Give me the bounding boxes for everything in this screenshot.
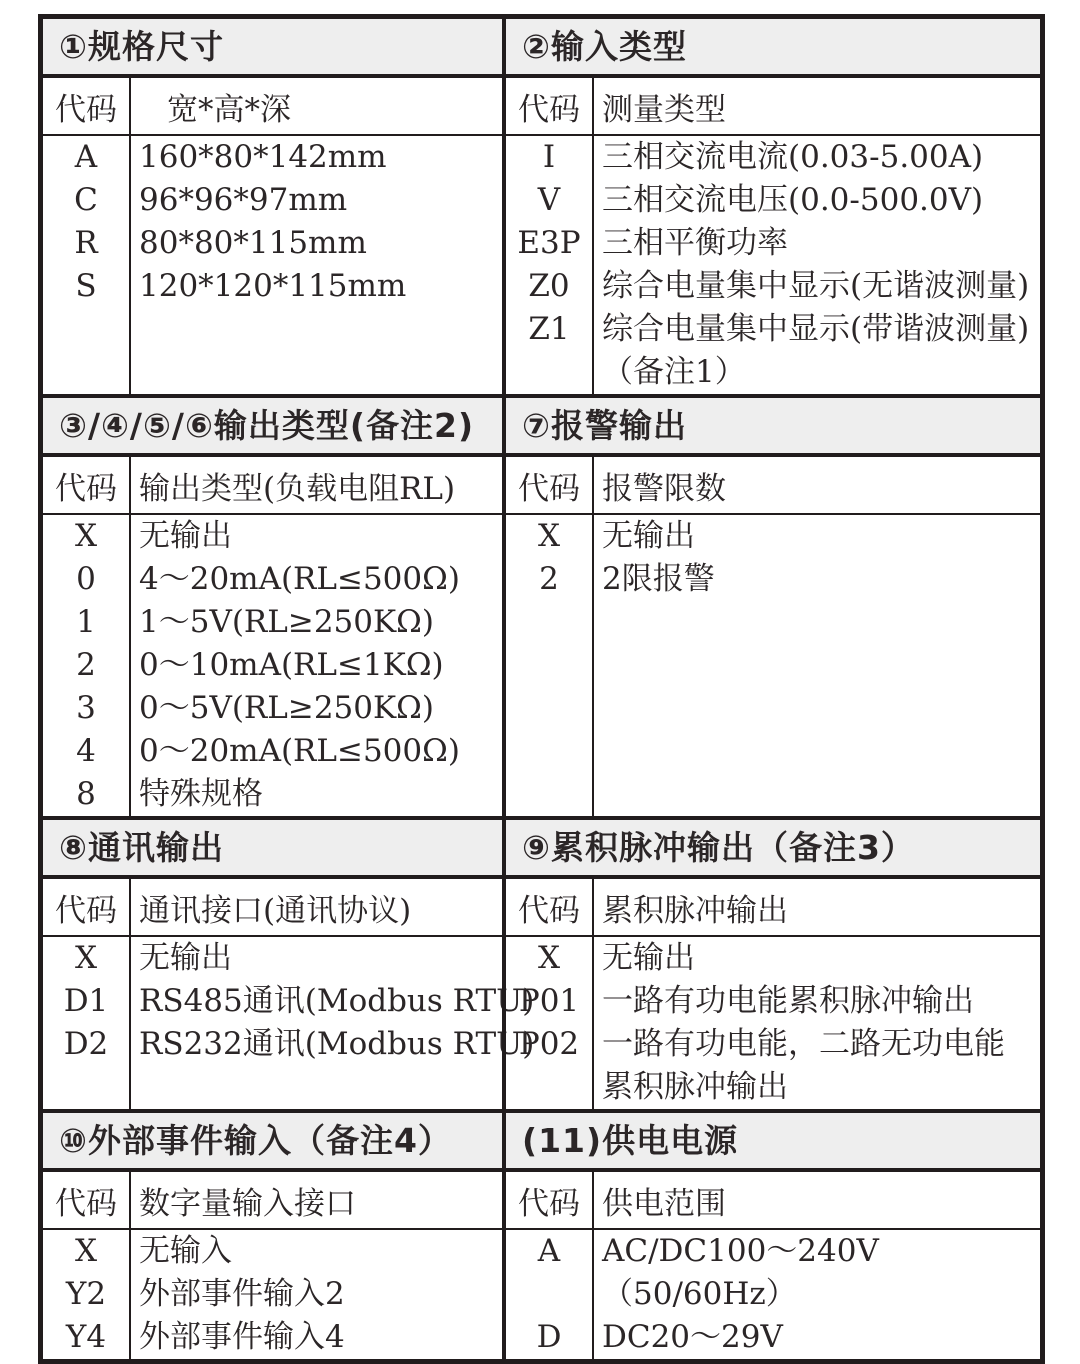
desc-column-header: 供电范围 bbox=[602, 1186, 726, 1222]
desc-cell: 一路有功电能累积脉冲输出 bbox=[602, 983, 974, 1019]
code-cell: X bbox=[74, 1233, 98, 1269]
desc-cell: 80*80*115mm bbox=[139, 225, 367, 261]
code-cell bbox=[506, 1066, 592, 1109]
desc-cell: RS485通讯(Modbus RTU) bbox=[139, 983, 535, 1019]
code-column bbox=[506, 515, 594, 816]
desc-column-header: 输出类型(负载电阻RL) bbox=[139, 471, 456, 507]
code-cell bbox=[506, 1273, 592, 1316]
code-column-header: 代码 bbox=[506, 879, 594, 935]
desc-cell: 无输出 bbox=[602, 518, 695, 554]
code-cell: D2 bbox=[63, 1026, 109, 1062]
desc-cell: RS232通讯(Modbus RTU) bbox=[139, 1026, 535, 1062]
code-column bbox=[506, 937, 594, 1109]
desc-cell: 无输出 bbox=[602, 940, 695, 976]
desc-column bbox=[131, 136, 502, 394]
section-external-event-input bbox=[43, 1113, 502, 1359]
section-pulse-output-title: ⑨累积脉冲输出（备注3） bbox=[506, 820, 1040, 879]
code-cell: X bbox=[74, 518, 98, 554]
code-cell: 4 bbox=[76, 733, 96, 769]
desc-column-header: 宽*高*深 bbox=[167, 92, 291, 128]
desc-cell: 2限报警 bbox=[602, 561, 715, 597]
code-column bbox=[43, 937, 131, 1109]
desc-cell: （50/60Hz） bbox=[602, 1276, 797, 1312]
section-power-supply-title: (11)供电电源 bbox=[506, 1113, 1040, 1172]
band-2 bbox=[43, 394, 1040, 816]
section-output-type bbox=[43, 398, 502, 816]
desc-column-header: 通讯接口(通讯协议) bbox=[139, 893, 412, 929]
desc-cell: 外部事件输入4 bbox=[139, 1319, 345, 1355]
desc-column bbox=[594, 136, 1040, 394]
desc-cell: 综合电量集中显示(无谐波测量) bbox=[602, 268, 1030, 304]
code-cell: E3P bbox=[517, 225, 581, 261]
code-cell: Z1 bbox=[528, 311, 570, 347]
desc-column bbox=[131, 1230, 502, 1359]
section-dimensions-title: ①规格尺寸 bbox=[43, 19, 502, 78]
code-cell: 0 bbox=[76, 561, 96, 597]
code-column bbox=[43, 136, 131, 394]
desc-column bbox=[131, 937, 534, 1109]
desc-column bbox=[131, 515, 502, 816]
code-cell: X bbox=[537, 940, 561, 976]
section-body bbox=[506, 515, 1040, 816]
code-cell: V bbox=[537, 182, 561, 218]
code-column-header: 代码 bbox=[506, 1172, 594, 1228]
code-column bbox=[506, 136, 594, 394]
code-cell: A bbox=[537, 1233, 561, 1269]
section-pulse-output bbox=[502, 820, 1040, 1109]
band-1 bbox=[43, 19, 1040, 394]
column-header-row bbox=[506, 78, 1040, 136]
desc-cell: 0～10mA(RL≤1KΩ) bbox=[139, 647, 444, 683]
code-cell: Y4 bbox=[65, 1319, 107, 1355]
code-cell: 2 bbox=[539, 561, 559, 597]
code-cell: 1 bbox=[76, 604, 96, 640]
desc-cell: DC20～29V bbox=[602, 1319, 783, 1355]
code-cell: I bbox=[542, 139, 556, 175]
desc-column-header: 累积脉冲输出 bbox=[602, 893, 788, 929]
code-column bbox=[43, 515, 131, 816]
code-column-header: 代码 bbox=[43, 879, 131, 935]
column-header-row bbox=[43, 879, 502, 937]
code-cell: 3 bbox=[76, 690, 96, 726]
section-body bbox=[506, 136, 1040, 394]
column-header-row bbox=[506, 457, 1040, 515]
code-cell: C bbox=[74, 182, 98, 218]
desc-cell: 特殊规格 bbox=[139, 776, 263, 812]
code-cell: P01 bbox=[518, 983, 580, 1019]
section-alarm-output-title: ⑦报警输出 bbox=[506, 398, 1040, 457]
desc-cell: 96*96*97mm bbox=[139, 182, 348, 218]
desc-cell: 0～20mA(RL≤500Ω) bbox=[139, 733, 460, 769]
section-alarm-output bbox=[502, 398, 1040, 816]
desc-cell: 1～5V(RL≥250KΩ) bbox=[139, 604, 434, 640]
desc-cell: 累积脉冲输出 bbox=[602, 1069, 788, 1105]
desc-cell: 无输出 bbox=[139, 518, 232, 554]
section-input-type-title: ②输入类型 bbox=[506, 19, 1040, 78]
section-dimensions bbox=[43, 19, 502, 394]
code-column bbox=[506, 1230, 594, 1359]
code-cell: X bbox=[537, 518, 561, 554]
section-body bbox=[506, 937, 1040, 1109]
code-cell: X bbox=[74, 940, 98, 976]
desc-cell: 三相平衡功率 bbox=[602, 225, 788, 261]
section-comm-output-title: ⑧通讯输出 bbox=[43, 820, 502, 879]
code-cell: D1 bbox=[63, 983, 109, 1019]
desc-cell: 120*120*115mm bbox=[139, 268, 407, 304]
section-power-supply bbox=[502, 1113, 1040, 1359]
desc-cell: 160*80*142mm bbox=[139, 139, 387, 175]
desc-column bbox=[594, 515, 1040, 816]
desc-cell: （备注1） bbox=[602, 354, 746, 390]
code-column bbox=[43, 1230, 131, 1359]
desc-cell: 4～20mA(RL≤500Ω) bbox=[139, 561, 460, 597]
desc-cell: 外部事件输入2 bbox=[139, 1276, 345, 1312]
section-body bbox=[43, 1230, 502, 1359]
column-header-row bbox=[506, 1172, 1040, 1230]
section-comm-output bbox=[43, 820, 535, 1109]
section-output-type-title: ③/④/⑤/⑥输出类型(备注2) bbox=[43, 398, 502, 457]
column-header-row bbox=[43, 457, 502, 515]
product-spec-table bbox=[38, 14, 1045, 1364]
desc-cell: 无输入 bbox=[139, 1233, 232, 1269]
desc-cell: 综合电量集中显示(带谐波测量) bbox=[602, 311, 1030, 347]
code-cell: Z0 bbox=[528, 268, 570, 304]
desc-column bbox=[594, 937, 1040, 1109]
column-header-row bbox=[43, 78, 502, 136]
code-column-header: 代码 bbox=[43, 78, 131, 134]
code-cell: P02 bbox=[518, 1026, 580, 1062]
code-cell: S bbox=[75, 268, 97, 304]
desc-cell: 无输出 bbox=[139, 940, 232, 976]
desc-cell: 0～5V(RL≥250KΩ) bbox=[139, 690, 434, 726]
desc-cell: 三相交流电压(0.0-500.0V) bbox=[602, 182, 984, 218]
code-column-header: 代码 bbox=[43, 1172, 131, 1228]
section-external-event-input-title: ⑩外部事件输入（备注4） bbox=[43, 1113, 502, 1172]
section-body bbox=[43, 136, 502, 394]
desc-column-header: 测量类型 bbox=[602, 92, 726, 128]
code-cell: D bbox=[536, 1319, 562, 1355]
section-input-type bbox=[502, 19, 1040, 394]
code-cell: 8 bbox=[76, 776, 96, 812]
code-cell: 2 bbox=[76, 647, 96, 683]
desc-cell: 三相交流电流(0.03-5.00A) bbox=[602, 139, 984, 175]
desc-column-header: 数字量输入接口 bbox=[139, 1186, 356, 1222]
desc-cell: AC/DC100～240V bbox=[602, 1233, 879, 1269]
band-3 bbox=[43, 816, 1040, 1109]
code-cell: R bbox=[74, 225, 98, 261]
column-header-row bbox=[43, 1172, 502, 1230]
desc-cell: 一路有功电能，二路无功电能 bbox=[602, 1026, 1005, 1062]
section-body bbox=[506, 1230, 1040, 1359]
code-column-header: 代码 bbox=[43, 457, 131, 513]
section-body bbox=[43, 937, 535, 1109]
section-body bbox=[43, 515, 502, 816]
desc-column bbox=[594, 1230, 1040, 1359]
code-cell: A bbox=[74, 139, 98, 175]
code-column-header: 代码 bbox=[506, 78, 594, 134]
code-column-header: 代码 bbox=[506, 457, 594, 513]
code-cell: Y2 bbox=[65, 1276, 107, 1312]
code-cell bbox=[506, 351, 592, 394]
desc-column-header: 报警限数 bbox=[602, 471, 726, 507]
column-header-row bbox=[506, 879, 1040, 937]
